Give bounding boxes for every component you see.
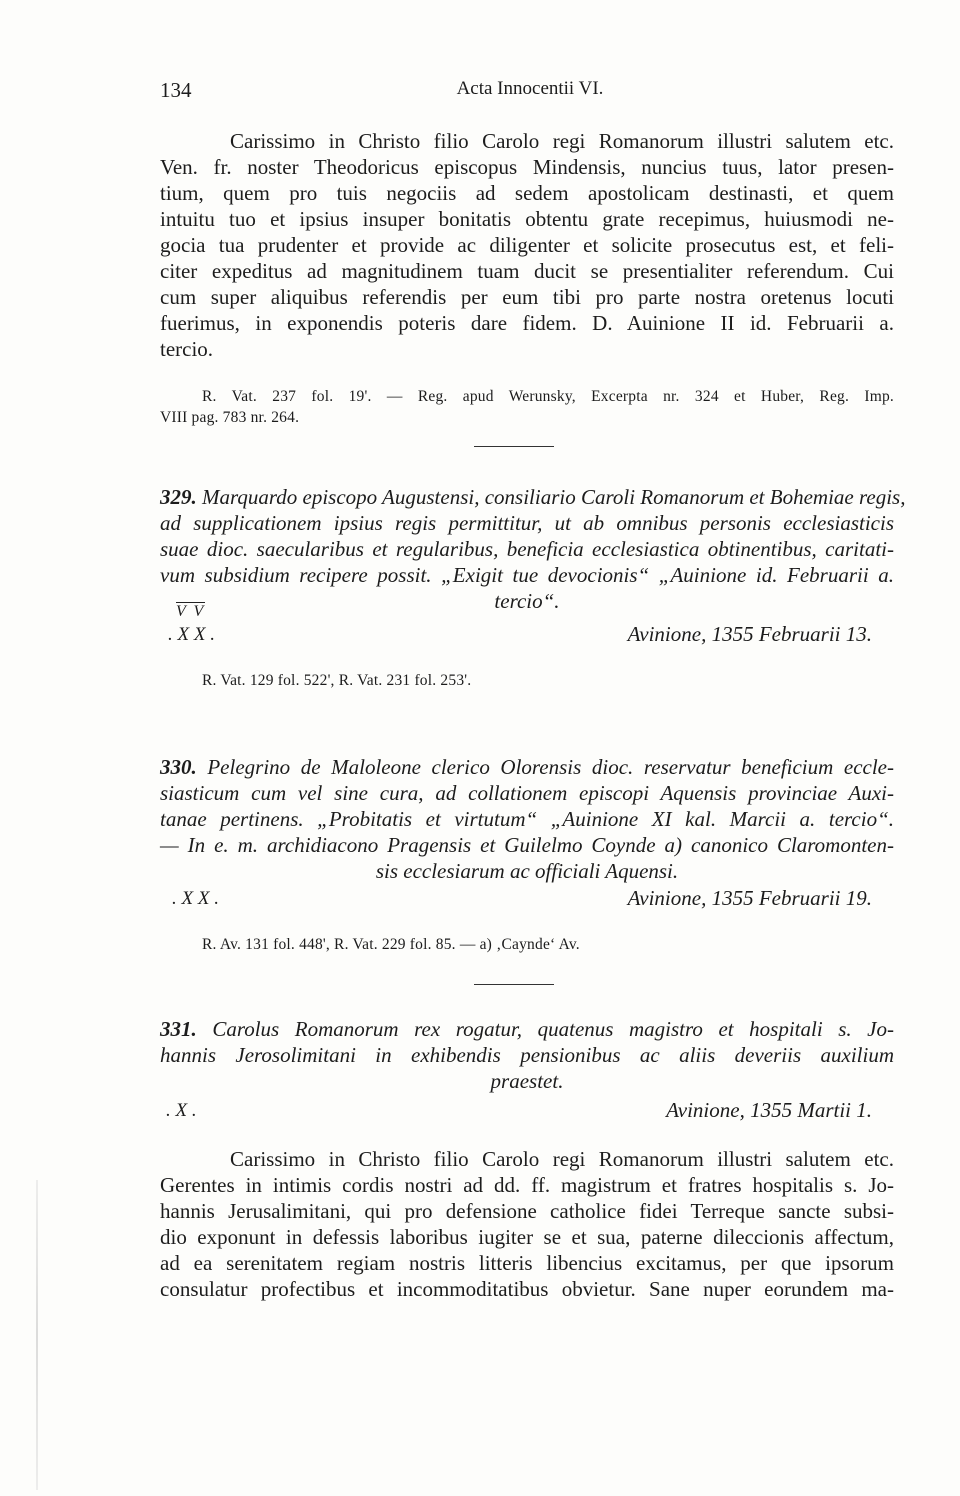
entry-summary-line: praestet. (490, 1069, 564, 1093)
text-line: dio exponunt in defessis laboribus iugiter se et sua, paterne dileccionis affectum, (160, 1225, 894, 1249)
text-line: Ven. fr. noster Theodoricus episcopus Mindensis, nuncius tuus, lator presen- (160, 155, 894, 179)
page-header (160, 78, 900, 108)
entry-summary-line: tercio“. (494, 589, 560, 613)
entry-summary-line: 331. Carolus Romanorum rex rogatur, quatenus magistro et hospitali s. Jo- (160, 1017, 895, 1041)
dateline: Avinione, 1355 Februarii 19. (627, 886, 872, 910)
entry-number: 330. (160, 755, 197, 779)
dateline: Avinione, 1355 Februarii 13. (627, 622, 872, 646)
chancery-marks: . X . (166, 1100, 197, 1121)
text-line: Gerentes in intimis cordis nostri ad dd. ff. magistrum et fratres hospitalis s. Jo- (160, 1173, 894, 1197)
entry-summary-line: sis ecclesiarum ac officiali Aquensi. (375, 859, 679, 883)
running-title: Acta Innocentii VI. (456, 78, 604, 99)
entry-summary-line: siasticum cum vel sine cura, ad collationem episcopi Aquensis provinciae Auxi- (160, 781, 894, 805)
chancery-marks: . X X . (168, 624, 215, 645)
reference-line: R. Vat. 237 fol. 19'. — Reg. apud Werunsky, Excerpta nr. 324 et Huber, Reg. Imp. (202, 388, 894, 405)
entry-summary-line: 329. Marquardo episcopo Augustensi, consiliario Caroli Romanorum et Bohemiae regis, (160, 485, 906, 509)
entry-summary-line: 330. Pelegrino de Maloleone clerico Olorensis dioc. reservatur beneficium eccle- (160, 755, 894, 779)
section-rule (474, 446, 554, 447)
text-line: consulatur profectibus et incommoditatibus obvietur. Sane nuper eorundem ma- (160, 1277, 894, 1301)
text-line: Carissimo in Christo filio Carolo regi Romanorum illustri salutem etc. (230, 129, 894, 153)
section-rule (474, 984, 554, 985)
entry-summary-line: tanae pertinens. „Probitatis et virtutum“ „Auinione XI kal. Marcii a. tercio“. (160, 807, 894, 831)
reference-line: R. Vat. 129 fol. 522', R. Vat. 231 fol. 253'. (202, 672, 472, 689)
text-line: Carissimo in Christo filio Carolo regi Romanorum illustri salutem etc. (230, 1147, 894, 1171)
text-line: citer expeditus ad magnitudinem tuam ducit se presentialiter referendum. Cui (160, 259, 894, 283)
text-line: hannis Jerusalimitani, qui pro defensione catholice fidei Terreque sancte subsi- (160, 1199, 894, 1223)
entry-summary-line: — In e. m. archidiacono Pragensis et Guilelmo Coynde a) canonico Claromonten- (160, 833, 894, 857)
text-line: cum super aliquibus referendis per eum tibi pro parte nostra oretenus locuti (160, 285, 894, 309)
chancery-marks: V V (176, 603, 206, 620)
entry-number: 329. (160, 485, 197, 509)
entry-summary-line: hannis Jerosolimitani in exhibendis pensionibus ac aliis deveriis auxilium (160, 1043, 894, 1067)
dateline: Avinione, 1355 Martii 1. (666, 1098, 872, 1122)
chancery-marks: . X X . (172, 888, 219, 909)
reference-line: R. Av. 131 fol. 448', R. Vat. 229 fol. 85. — a) ‚Caynde‘ Av. (202, 936, 580, 953)
text-line: tium, quem pro tuis negociis ad sedem apostolicam destinasti, et quem (160, 181, 894, 205)
entry-number: 331. (160, 1017, 197, 1041)
text-line: intuitu tuo et ipsius insuper bonitatis obtentu grate recepimus, huiusmodi ne- (160, 207, 894, 231)
reference-line: VIII pag. 783 nr. 264. (160, 409, 300, 426)
page-number: 134 (160, 78, 192, 102)
text-line: gocia tua prudenter et provide ac diligenter et solicite prosecutus est, et feli- (160, 233, 894, 257)
text-line: ad ea serenitatem regiam nostris litteris libencius excitamus, per que ipsorum (160, 1251, 894, 1275)
entry-summary-line: suae dioc. saecularibus et regularibus, beneficia ecclesiastica obtinentibus, caritati- (160, 537, 894, 561)
text-line: tercio. (160, 337, 214, 361)
margin-scan-artifact (36, 1180, 38, 1490)
text-line: fuerimus, in exponendis poteris dare fidem. D. Auinione II id. Februarii a. (160, 311, 894, 335)
entry-summary-line: ad supplicationem ipsius regis permittitur, ut ab omnibus personis ecclesiasticis (160, 511, 894, 535)
entry-summary-line: vum subsidium recipere possit. „Exigit tue devocionis“ „Auinione id. Februarii a. (160, 563, 894, 587)
